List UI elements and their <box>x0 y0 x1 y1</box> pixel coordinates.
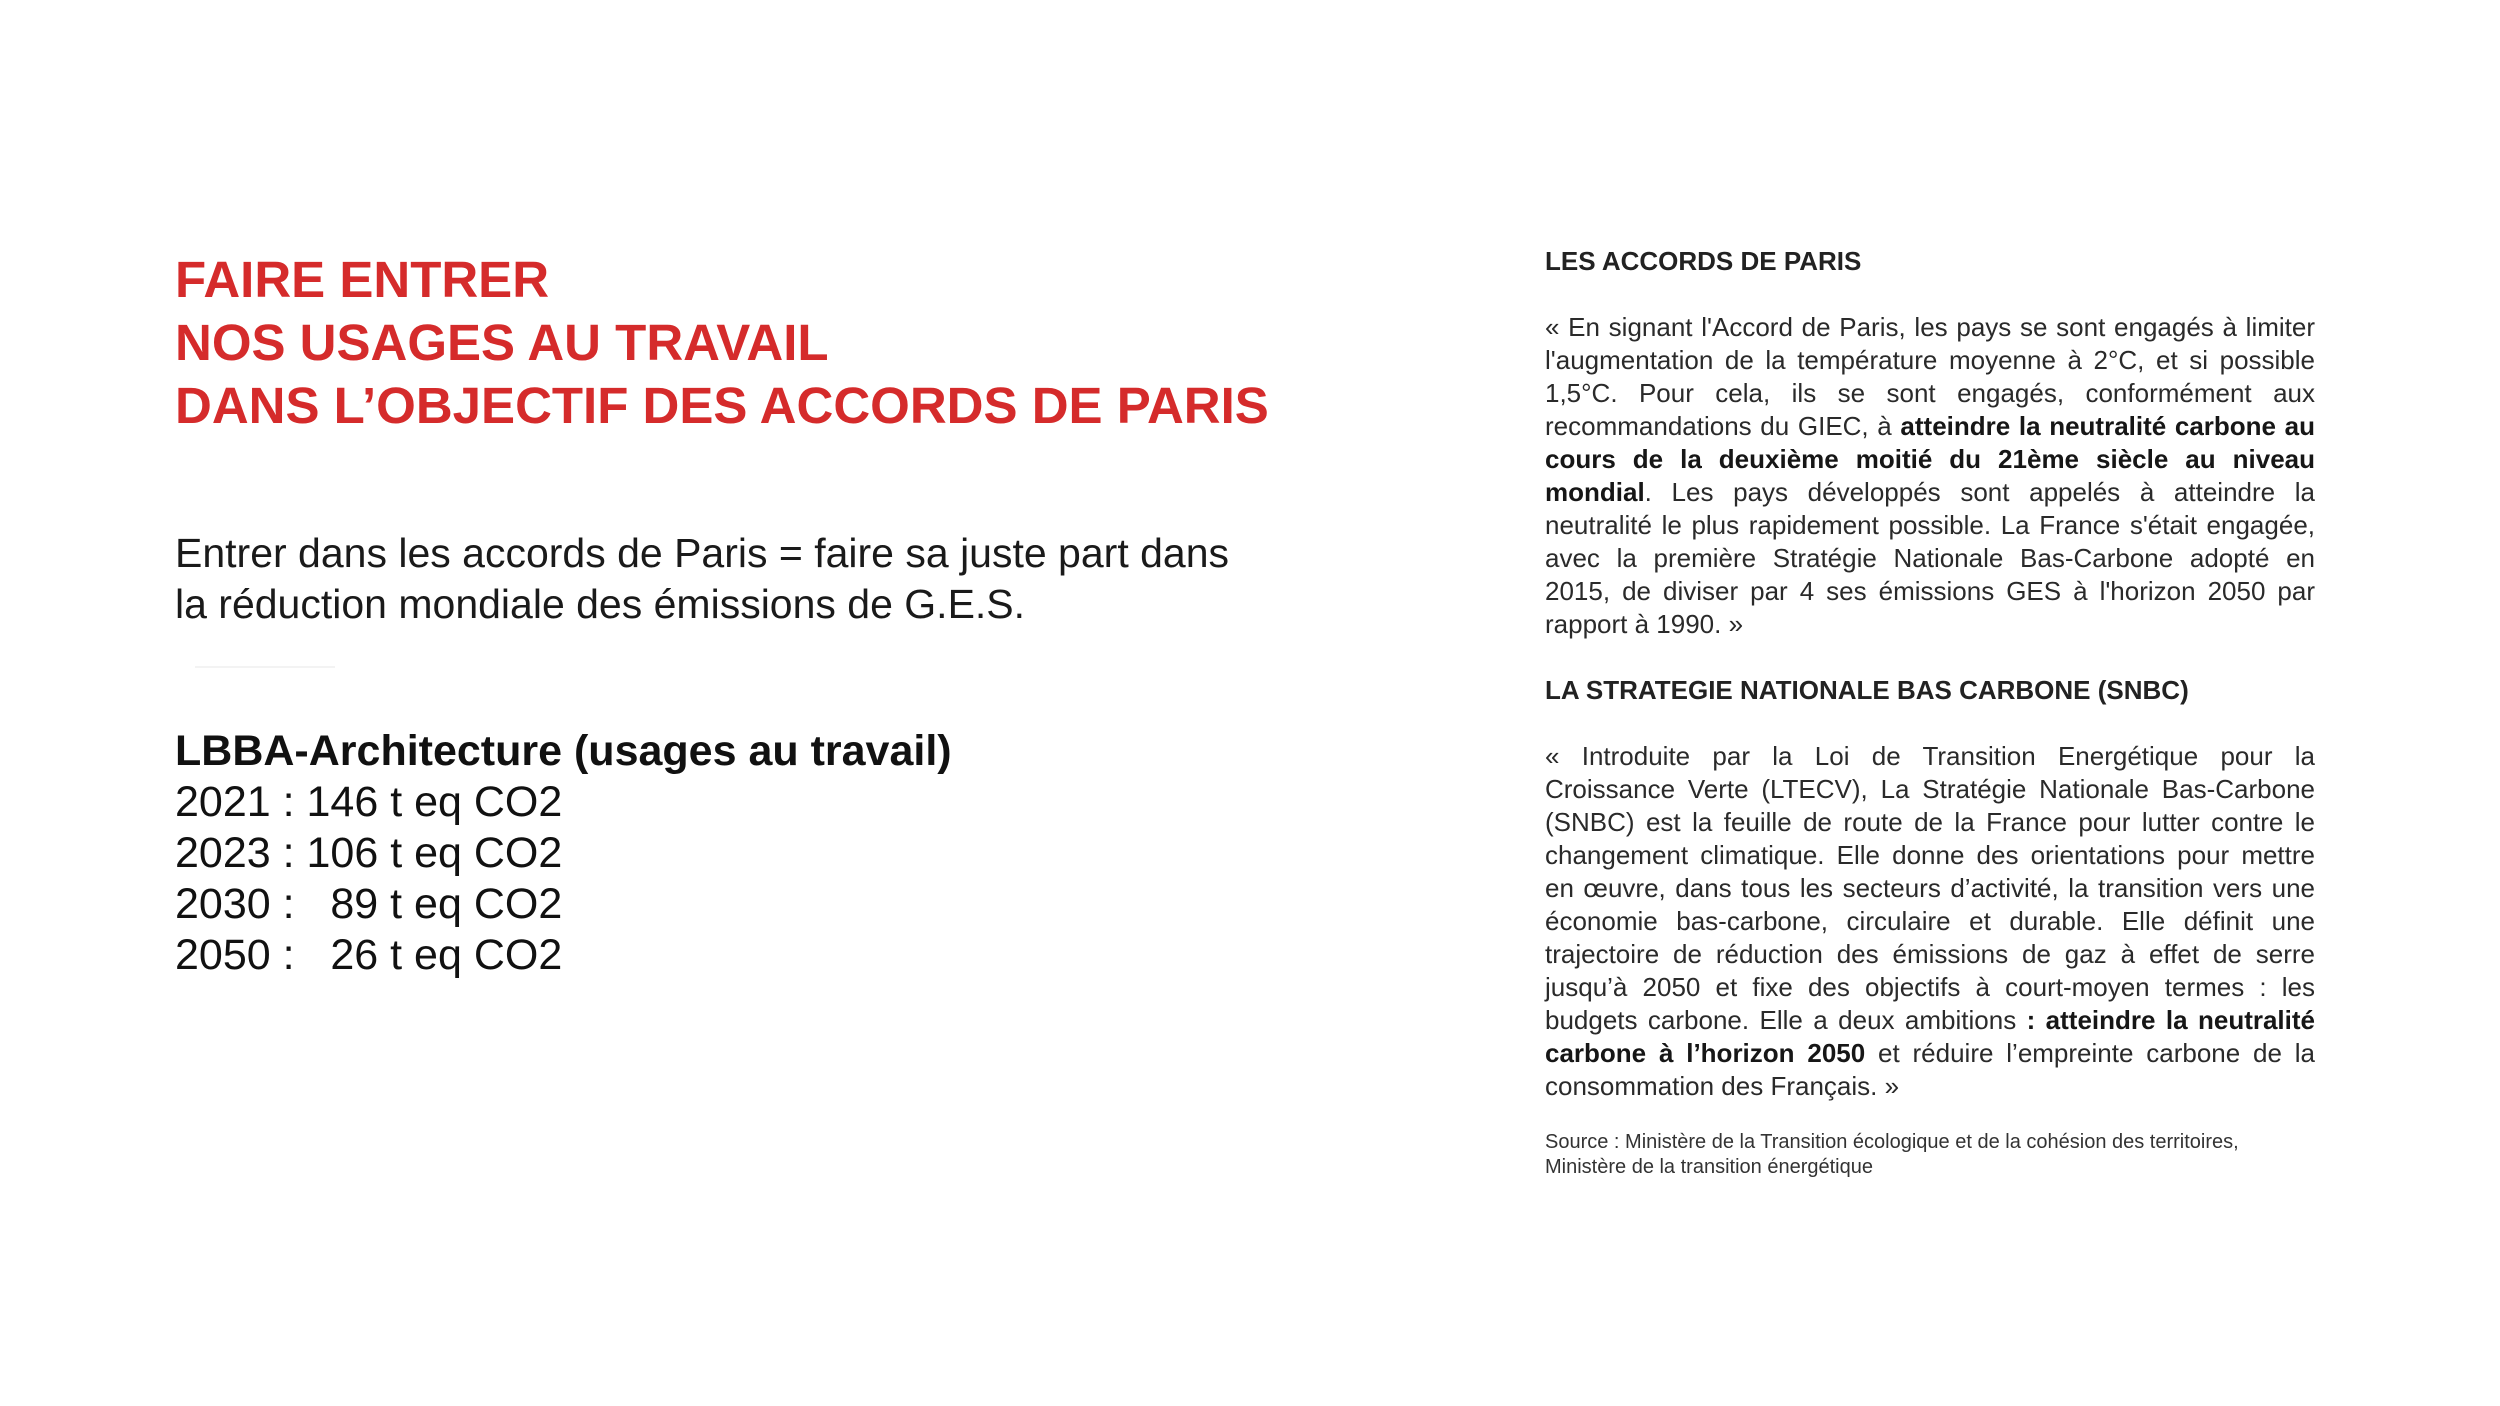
snbc-quote <box>1545 740 2315 1103</box>
lead-line-2: la réduction mondiale des émissions de G.E.S. <box>175 581 1026 627</box>
paris-text-before: « En signant l'Accord de Paris, les pays se sont engagés à limiter l'augmentation de la température moyenne à 2°C, et si possible 1,5°C. Pour cela, ils se sont engagés, conformément aux recommandations du GIEC, à <box>1545 312 2315 441</box>
stat-row-2023: 2023 : 106 t eq CO2 <box>175 829 563 877</box>
stat-row-2030: 2030 : 89 t eq CO2 <box>175 880 563 928</box>
title-line-2: NOS USAGES AU TRAVAIL <box>175 314 829 371</box>
snbc-text-after: et réduire l’empreinte carbone de la consommation des Français. » <box>1545 1038 2315 1101</box>
paris-text-after: . Les pays développés sont appelés à atteindre la neutralité le plus rapidement possible. La France s'était engagée, avec la première Stratégie Nationale Bas-Carbone adopté en 2015, de diviser par 4 ses émissions GES à l'horizon 2050 par rapport à 1990. » <box>1545 477 2315 639</box>
snbc-text-before: « Introduite par la Loi de Transition Energétique pour la Croissance Verte (LTECV), La Stratégie Nationale Bas-Carbone (SNBC) est la feuille de route de la France pour lutter contre le changement climatique. Elle donne des orientations pour mettre en œuvre, dans tous les secteurs d’activité, la transition vers une économie bas-carbone, circulaire et durable. Elle définit une trajectoire de réduction des émissions de gaz à effet de serre jusqu’à 2050 et fixe des objectifs à court-moyen termes : les budgets carbone. Elle a deux ambitions <box>1545 741 2315 1035</box>
lead-statement <box>175 528 1375 630</box>
emissions-stats <box>175 726 1075 981</box>
right-column <box>1545 245 2315 1180</box>
page-title <box>175 248 1375 437</box>
stat-row-2021: 2021 : 146 t eq CO2 <box>175 778 563 826</box>
paris-heading: LES ACCORDS DE PARIS <box>1545 246 1862 276</box>
stat-row-2050: 2050 : 26 t eq CO2 <box>175 931 563 979</box>
stats-heading: LBBA-Architecture (usages au travail) <box>175 727 952 775</box>
title-line-1: FAIRE ENTRER <box>175 251 550 308</box>
source-line-2: Ministère de la transition énergétique <box>1545 1156 1873 1178</box>
faint-divider <box>195 666 335 668</box>
snbc-heading: LA STRATEGIE NATIONALE BAS CARBONE (SNBC) <box>1545 675 2189 705</box>
lead-line-1: Entrer dans les accords de Paris = faire sa juste part dans <box>175 530 1230 576</box>
snbc-text-bold: : atteindre la neutralité carbone à l’horizon 2050 <box>1545 1005 2315 1068</box>
paris-quote <box>1545 311 2315 641</box>
source-note <box>1545 1130 2315 1180</box>
paris-text-bold: atteindre la neutralité carbone au cours de la deuxième moitié du 21ème siècle au niveau mondial <box>1545 411 2316 507</box>
left-column <box>175 248 1375 979</box>
title-line-3: DANS L’OBJECTIF DES ACCORDS DE PARIS <box>175 377 1269 434</box>
source-line-1: Source : Ministère de la Transition écologique et de la cohésion des territoires, <box>1545 1131 2239 1153</box>
